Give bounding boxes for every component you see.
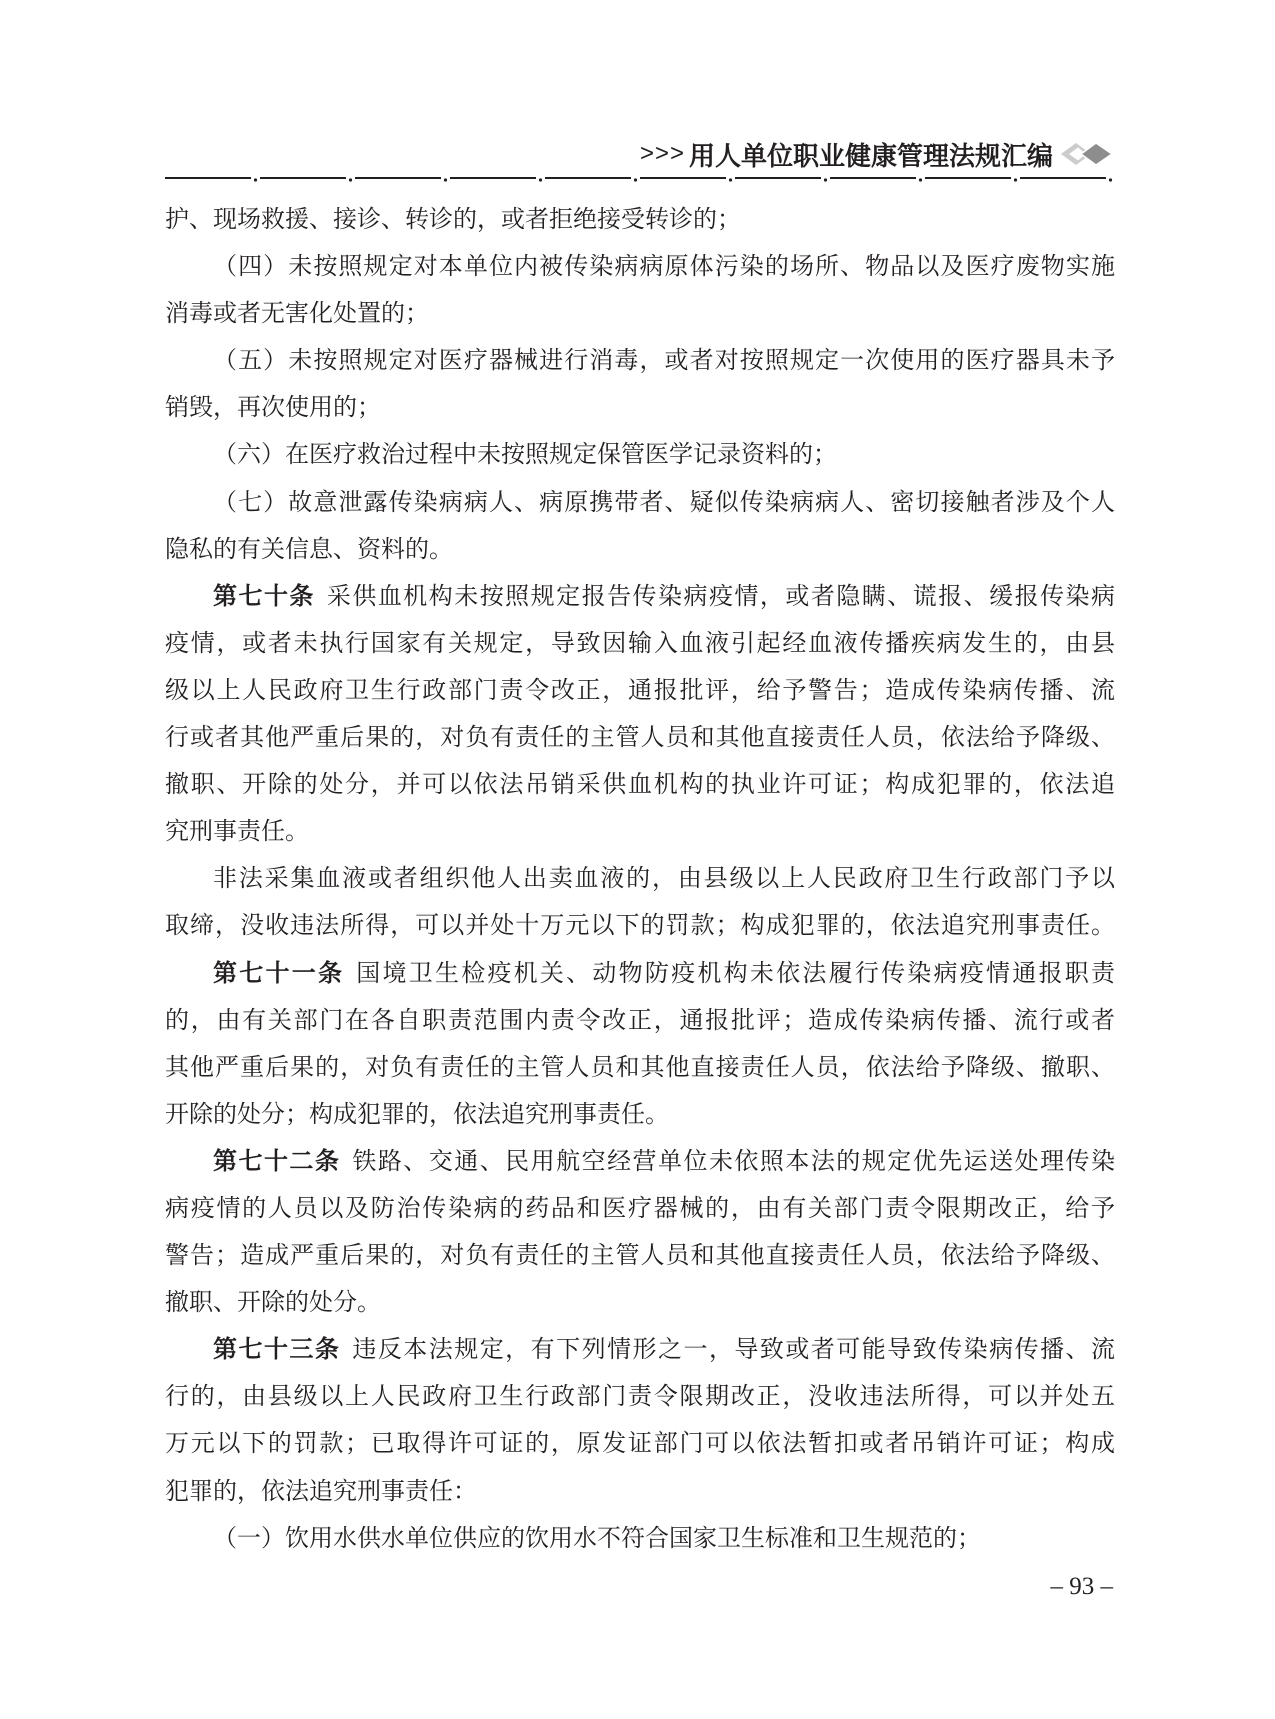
text-line: 级以上人民政府卫生行政部门责令改正，通报批评，给予警告；造成传染病传播、流 — [165, 675, 1115, 704]
article-number: 第七十二条 — [213, 1146, 341, 1175]
text-line: 病疫情的人员以及防治传染病的药品和医疗器械的，由有关部门责令限期改正，给予 — [165, 1193, 1115, 1222]
text-line: 万元以下的罚款；已取得许可证的，原发证部门可以依法暂扣或者吊销许可证；构成 — [165, 1429, 1115, 1458]
text-line: 疫情，或者未执行国家有关规定，导致因输入血液引起经血液传播疾病发生的，由县 — [165, 628, 1115, 657]
text-run: 国境卫生检疫机关、动物防疫机构未依法履行传染病疫情通报职责 — [356, 958, 1115, 987]
article-70-paragraph — [165, 573, 1115, 856]
book-title: 用人单位职业健康管理法规汇编 — [688, 141, 1053, 172]
text-line: 的，由有关部门在各自职责范围内责令改正，通报批评；造成传染病传播、流行或者 — [165, 1005, 1115, 1034]
text-line: 撤职、开除的处分，并可以依法吊销采供血机构的执业许可证；构成犯罪的，依法追 — [165, 770, 1115, 799]
text-line: （五）未按照规定对医疗器械进行消毒，或者对按照规定一次使用的医疗器具未予 — [213, 346, 1115, 375]
article-number: 第七十条 — [213, 581, 315, 610]
text-line: （一）饮用水供水单位供应的饮用水不符合国家卫生标准和卫生规范的； — [213, 1523, 981, 1552]
text-line — [165, 950, 1115, 997]
article-71-paragraph — [165, 950, 1115, 1138]
text-line: 非法采集血液或者组织他人出卖血液的，由县级以上人民政府卫生行政部门予以 — [213, 864, 1115, 893]
dark-diamond-shape — [1081, 143, 1112, 165]
article-73-paragraph — [165, 1326, 1115, 1514]
text-line: 犯罪的，依法追究刑事责任： — [165, 1476, 477, 1505]
text-line: 行的，由县级以上人民政府卫生行政部门责令限期改正，没收违法所得，可以并处五 — [165, 1382, 1115, 1411]
text-line — [165, 573, 1115, 620]
text-line: 开除的处分；构成犯罪的，依法追究刑事责任。 — [165, 1099, 669, 1128]
text-run: 铁路、交通、民用航空经营单位未依照本法的规定优先运送处理传染 — [352, 1146, 1115, 1175]
article-72-paragraph — [165, 1138, 1115, 1326]
clause-5-paragraph — [165, 337, 1115, 431]
text-line: 究刑事责任。 — [165, 817, 309, 846]
page-number: – 93 – — [1050, 1573, 1113, 1600]
rule-line — [165, 175, 1115, 183]
text-line: （四）未按照规定对本单位内被传染病病原体污染的场所、物品以及医疗废物实施 — [213, 252, 1115, 281]
running-header-chevrons: >>> — [639, 140, 685, 167]
double-diamond-icon — [1059, 141, 1115, 167]
dotted-rule-graphic — [165, 175, 1115, 183]
header-dotted-rule — [165, 175, 1115, 183]
text-line: （六）在医疗救治过程中未按照规定保管医学记录资料的； — [213, 440, 837, 469]
text-line — [165, 1326, 1115, 1373]
paragraph-continued — [165, 196, 1115, 243]
text-line: 销毁，再次使用的； — [165, 393, 381, 422]
clause-1-paragraph — [165, 1515, 1115, 1562]
text-line: 其他严重后果的，对负有责任的主管人员和其他直接责任人员，依法给予降级、撤职、 — [165, 1052, 1115, 1081]
body-text — [165, 196, 1115, 1562]
clause-6-paragraph — [165, 431, 1115, 478]
clause-4-paragraph — [165, 243, 1115, 337]
text-run: 违反本法规定，有下列情形之一，导致或者可能导致传染病传播、流 — [352, 1335, 1115, 1364]
running-header — [640, 134, 1115, 174]
article-number: 第七十三条 — [213, 1335, 341, 1364]
text-run: 采供血机构未按照规定报告传染病疫情，或者隐瞒、谎报、缓报传染病 — [326, 581, 1115, 610]
text-line: 撤职、开除的处分。 — [165, 1288, 381, 1317]
illegal-blood-collection-paragraph — [165, 855, 1115, 949]
text-line: （七）故意泄露传染病病人、病原携带者、疑似传染病病人、密切接触者涉及个人 — [213, 487, 1115, 516]
article-number: 第七十一条 — [213, 958, 345, 987]
text-line: 行或者其他严重后果的，对负有责任的主管人员和其他直接责任人员，依法给予降级、 — [165, 723, 1115, 752]
double-diamond-graphic — [1059, 141, 1115, 167]
text-line — [165, 1138, 1115, 1185]
text-line: 护、现场救援、接诊、转诊的，或者拒绝接受转诊的； — [165, 205, 741, 233]
text-line: 隐私的有关信息、资料的。 — [165, 534, 453, 563]
clause-7-paragraph — [165, 479, 1115, 573]
text-line: 消毒或者无害化处置的； — [165, 299, 429, 328]
text-line: 警告；造成严重后果的，对负有责任的主管人员和其他直接责任人员，依法给予降级、 — [165, 1241, 1115, 1270]
text-line: 取缔，没收违法所得，可以并处十万元以下的罚款；构成犯罪的，依法追究刑事责任。 — [165, 911, 1115, 940]
